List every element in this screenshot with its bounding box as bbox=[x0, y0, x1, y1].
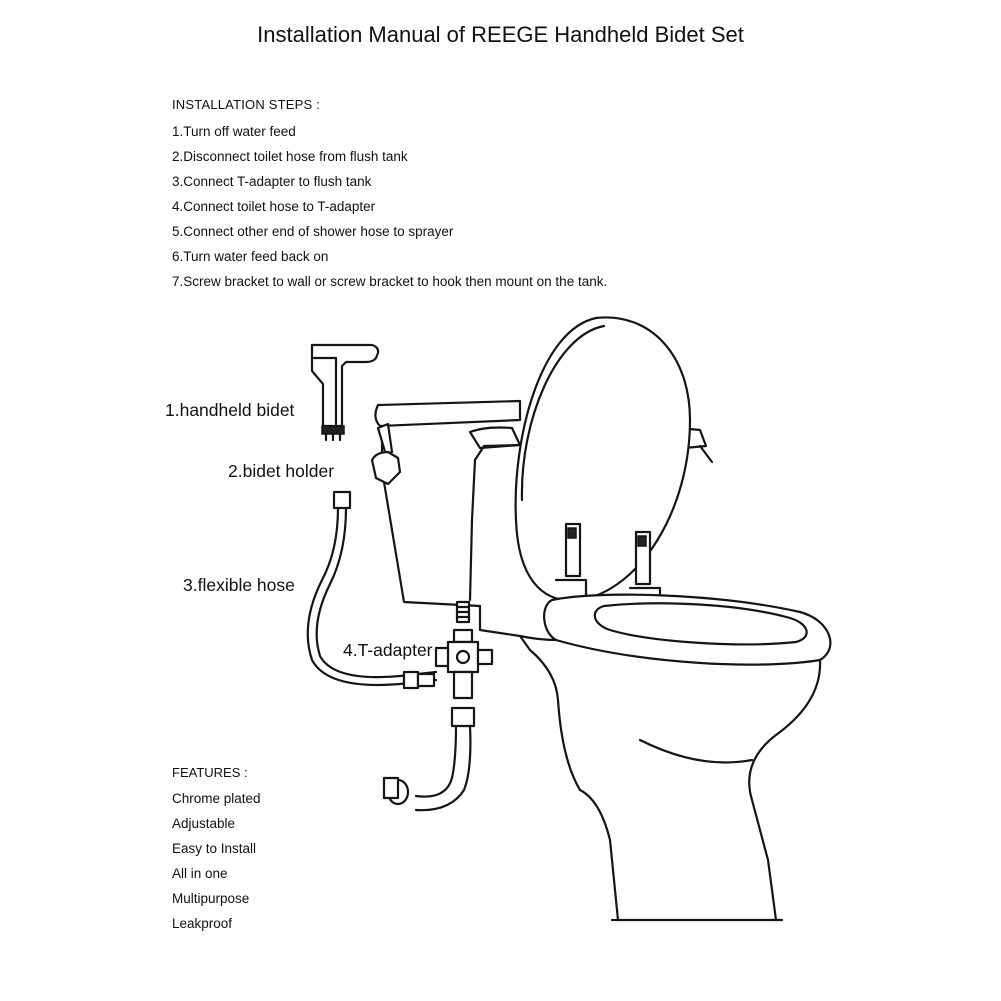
step-2: 2.Disconnect toilet hose from flush tank bbox=[172, 149, 408, 164]
page-title: Installation Manual of REEGE Handheld Bidet Set bbox=[257, 22, 744, 47]
features-heading: FEATURES : bbox=[172, 765, 248, 780]
toilet-lid-illustration bbox=[516, 317, 690, 600]
step-4: 4.Connect toilet hose to T-adapter bbox=[172, 199, 376, 214]
step-6: 6.Turn water feed back on bbox=[172, 249, 329, 264]
step-5: 5.Connect other end of shower hose to sprayer bbox=[172, 224, 454, 239]
t-adapter-illustration bbox=[436, 630, 492, 698]
toilet-bowl-illustration bbox=[480, 595, 830, 920]
step-1: 1.Turn off water feed bbox=[172, 124, 296, 139]
feature-item: Multipurpose bbox=[172, 891, 250, 906]
label-handheld-bidet: 1.handheld bidet bbox=[165, 400, 295, 420]
water-supply-hose-illustration bbox=[384, 708, 474, 810]
handheld-bidet-illustration bbox=[312, 345, 378, 440]
label-t-adapter: 4.T-adapter bbox=[343, 640, 433, 660]
feature-item: Chrome plated bbox=[172, 791, 261, 806]
step-7: 7.Screw bracket to wall or screw bracket to hook then mount on the tank. bbox=[172, 274, 608, 289]
bidet-holder-illustration bbox=[372, 424, 400, 484]
feature-item: Easy to Install bbox=[172, 841, 257, 856]
tank-inlet-illustration bbox=[457, 602, 469, 622]
features-list bbox=[172, 789, 261, 939]
step-3: 3.Connect T-adapter to flush tank bbox=[172, 174, 372, 189]
label-bidet-holder: 2.bidet holder bbox=[228, 461, 335, 481]
installation-steps-heading: INSTALLATION STEPS : bbox=[172, 97, 320, 112]
feature-item: Leakproof bbox=[172, 916, 233, 931]
feature-item: All in one bbox=[172, 866, 228, 881]
label-flexible-hose: 3.flexible hose bbox=[183, 575, 295, 595]
feature-item: Adjustable bbox=[172, 816, 236, 831]
